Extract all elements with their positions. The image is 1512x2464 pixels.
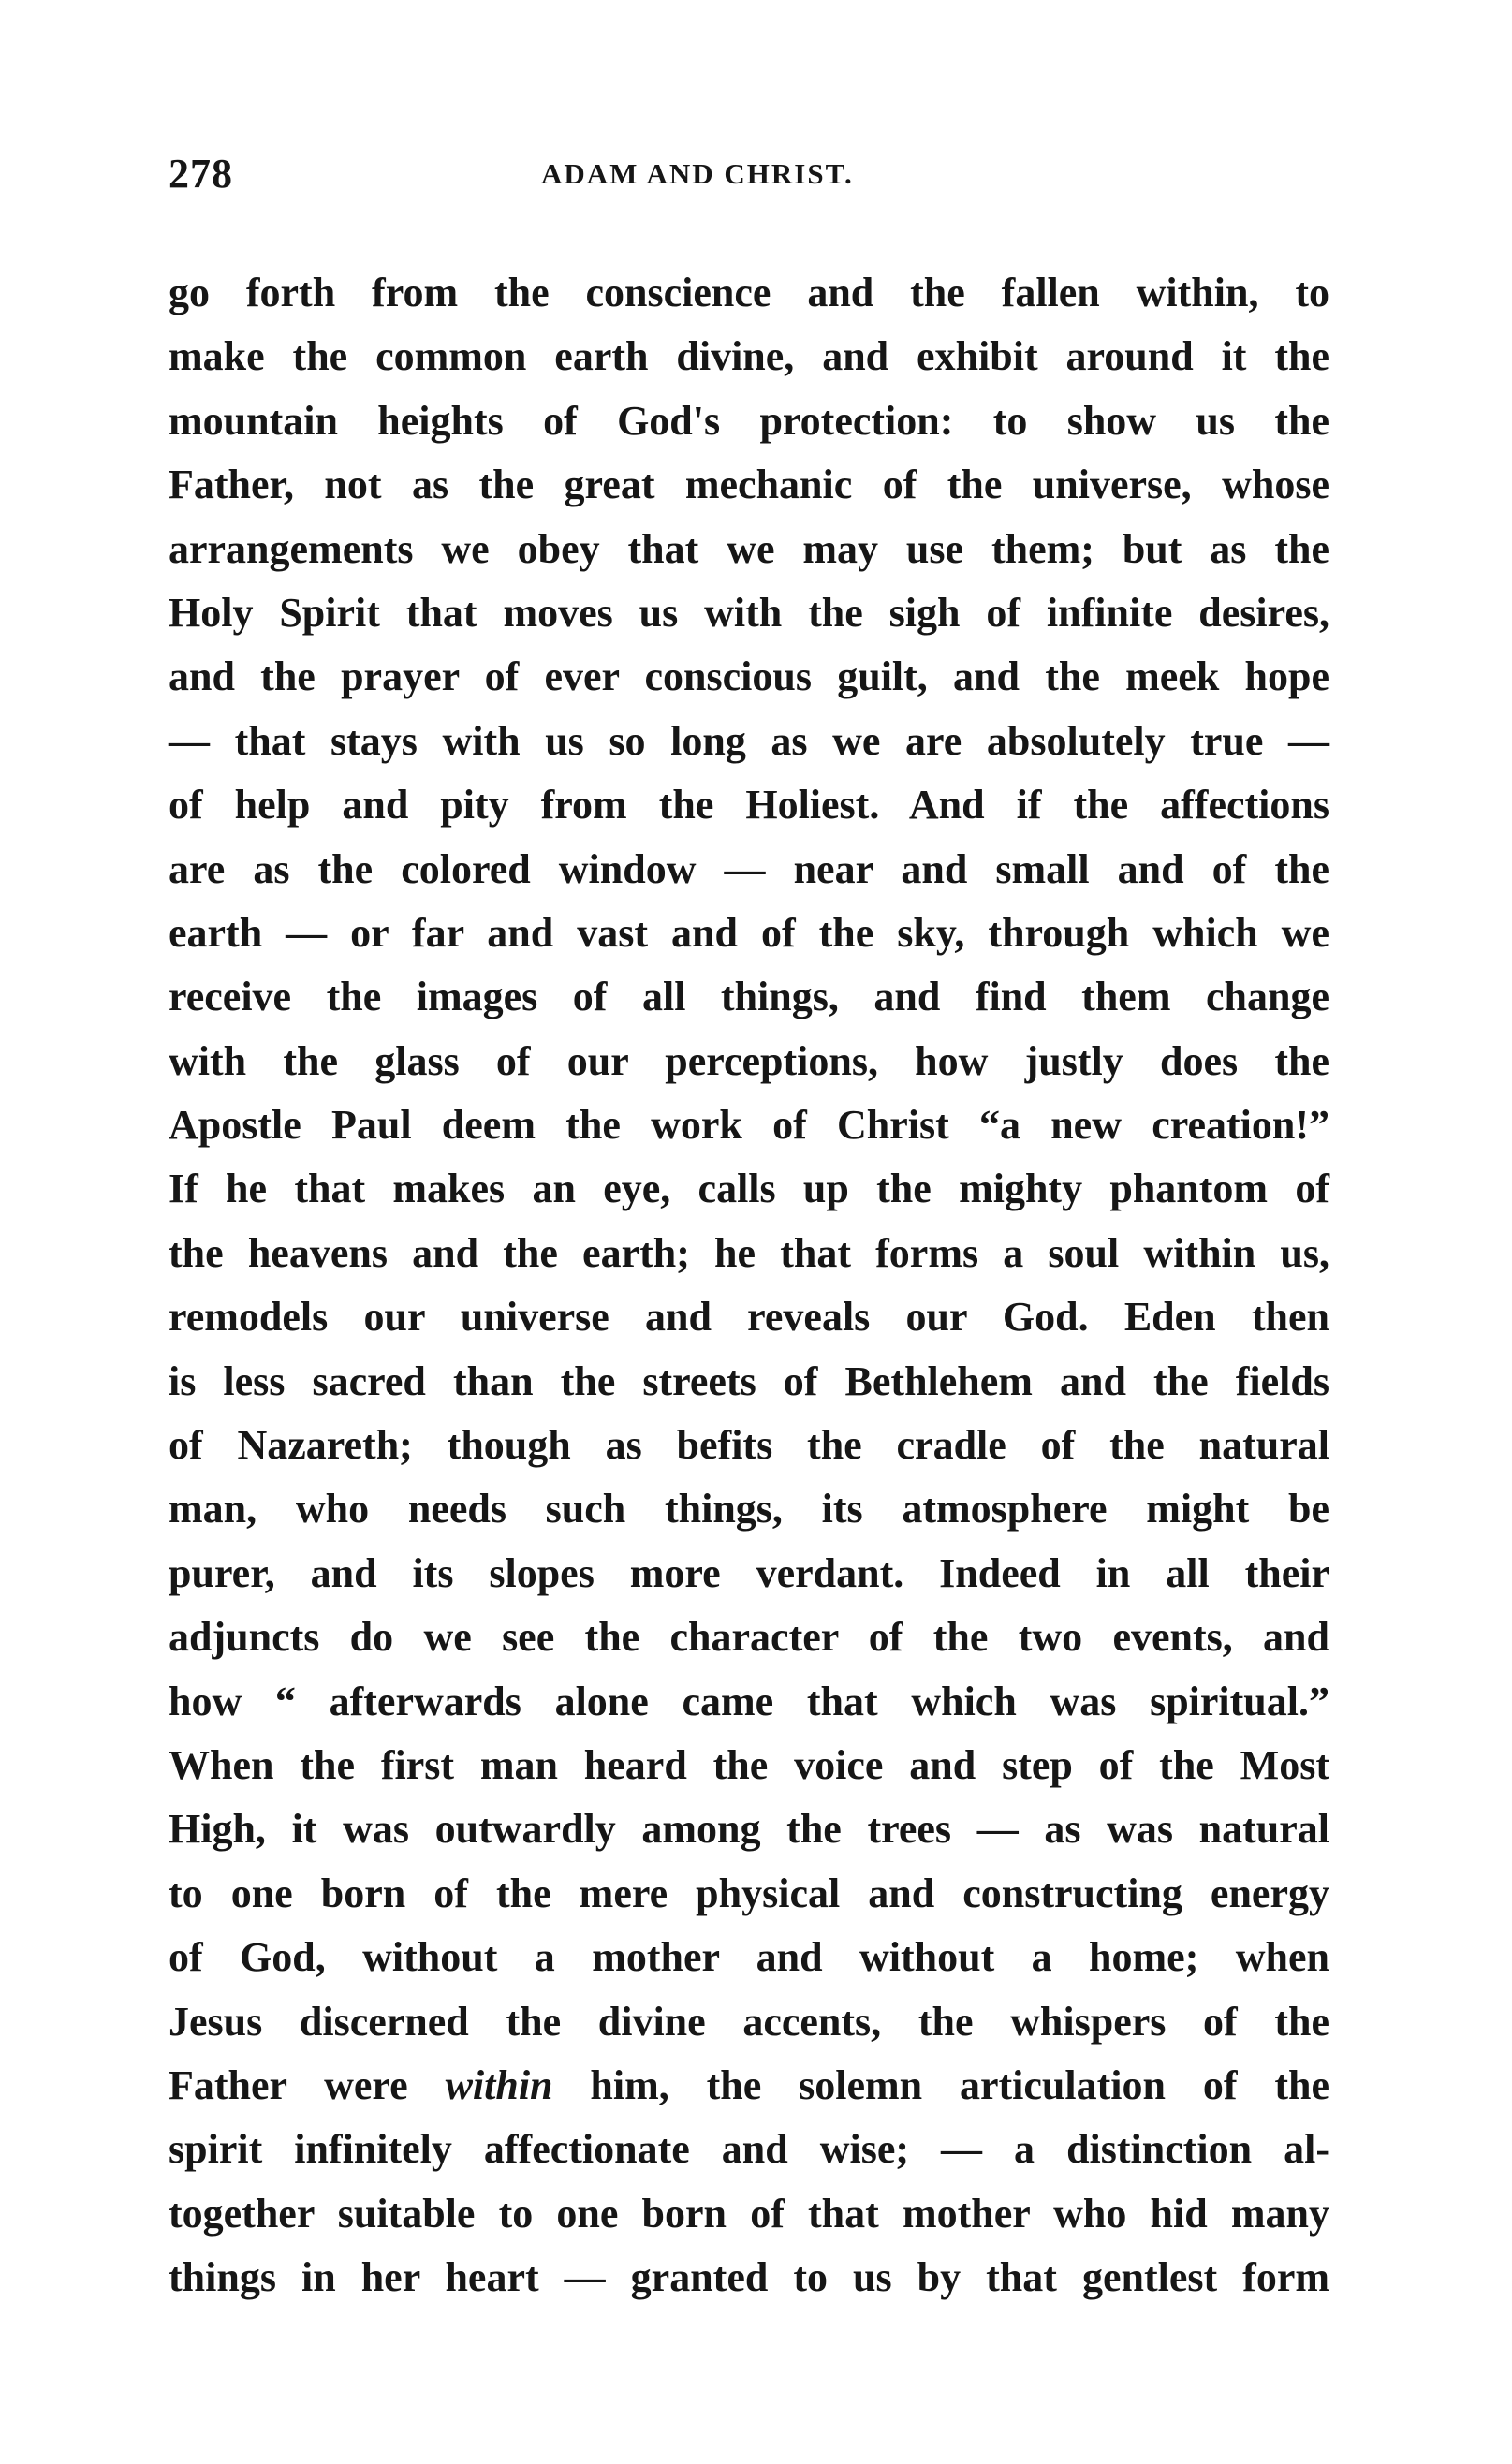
text-line: of help and pity from the Holiest. And if the affections <box>169 782 1329 829</box>
body-text <box>169 261 1329 2310</box>
text-line: how “ afterwards alone came that which was spiritual.” <box>169 1678 1329 1724</box>
text-line: things in her heart — granted to us by that gentlest form <box>169 2254 1329 2301</box>
italic-word: within <box>445 2061 553 2108</box>
text-line: together suitable to one born of that mother who hid many <box>169 2190 1329 2237</box>
text-line: High, it was outwardly among the trees — as was natural <box>169 1806 1329 1853</box>
text-line: When the first man heard the voice and step of the Most <box>169 1741 1329 1788</box>
text-line: and the prayer of ever conscious guilt, and the meek hope <box>169 653 1329 700</box>
text-line: If he that makes an eye, calls up the mighty phantom of <box>169 1166 1329 1212</box>
text-line: make the common earth divine, and exhibit around it the <box>169 333 1329 380</box>
text-line: the heavens and the earth; he that forms a soul within us, <box>169 1229 1329 1276</box>
text-line: receive the images of all things, and find them change <box>169 974 1329 1020</box>
text-line: Apostle Paul deem the work of Christ “a new creation!” <box>169 1102 1329 1149</box>
text-line: spirit infinitely affectionate and wise; — a distinction al- <box>169 2126 1329 2173</box>
running-title: ADAM AND CHRIST. <box>541 157 854 190</box>
text-line: Father, not as the great mechanic of the universe, whose <box>169 462 1329 508</box>
text-line: mountain heights of God's protection: to show us the <box>169 397 1329 444</box>
text-line: earth — or far and vast and of the sky, through which we <box>169 909 1329 956</box>
running-head <box>169 150 1329 197</box>
text-line: with the glass of our perceptions, how justly does the <box>169 1037 1329 1084</box>
text-line: of God, without a mother and without a home; when <box>169 1934 1329 1981</box>
text-line: — that stays with us so long as we are absolutely true — <box>169 717 1329 764</box>
page-number: 278 <box>169 151 233 197</box>
text-line-with-italic <box>169 2054 1329 2118</box>
text-line: Holy Spirit that moves us with the sigh of infinite desires, <box>169 589 1329 636</box>
text-line: arrangements we obey that we may use them; but as the <box>169 525 1329 572</box>
text-line: is less sacred than the streets of Bethlehem and the fields <box>169 1357 1329 1404</box>
text-line: of Nazareth; though as befits the cradle of the natural <box>169 1422 1329 1469</box>
text-segment: Father were <box>169 2061 446 2108</box>
text-line: adjuncts do we see the character of the two events, and <box>169 1614 1329 1661</box>
text-line: Jesus discerned the divine accents, the whispers of the <box>169 1998 1329 2045</box>
text-line: go forth from the conscience and the fallen within, to <box>169 270 1329 315</box>
text-segment: him, the solemn articulation of the <box>552 2061 1329 2108</box>
text-line: remodels our universe and reveals our God. Eden then <box>169 1294 1329 1341</box>
text-line: purer, and its slopes more verdant. Indeed in all their <box>169 1549 1329 1596</box>
text-line: to one born of the mere physical and constructing energy <box>169 1870 1329 1916</box>
text-line: are as the colored window — near and small and of the <box>169 845 1329 892</box>
text-line: man, who needs such things, its atmosphere might be <box>169 1486 1329 1533</box>
